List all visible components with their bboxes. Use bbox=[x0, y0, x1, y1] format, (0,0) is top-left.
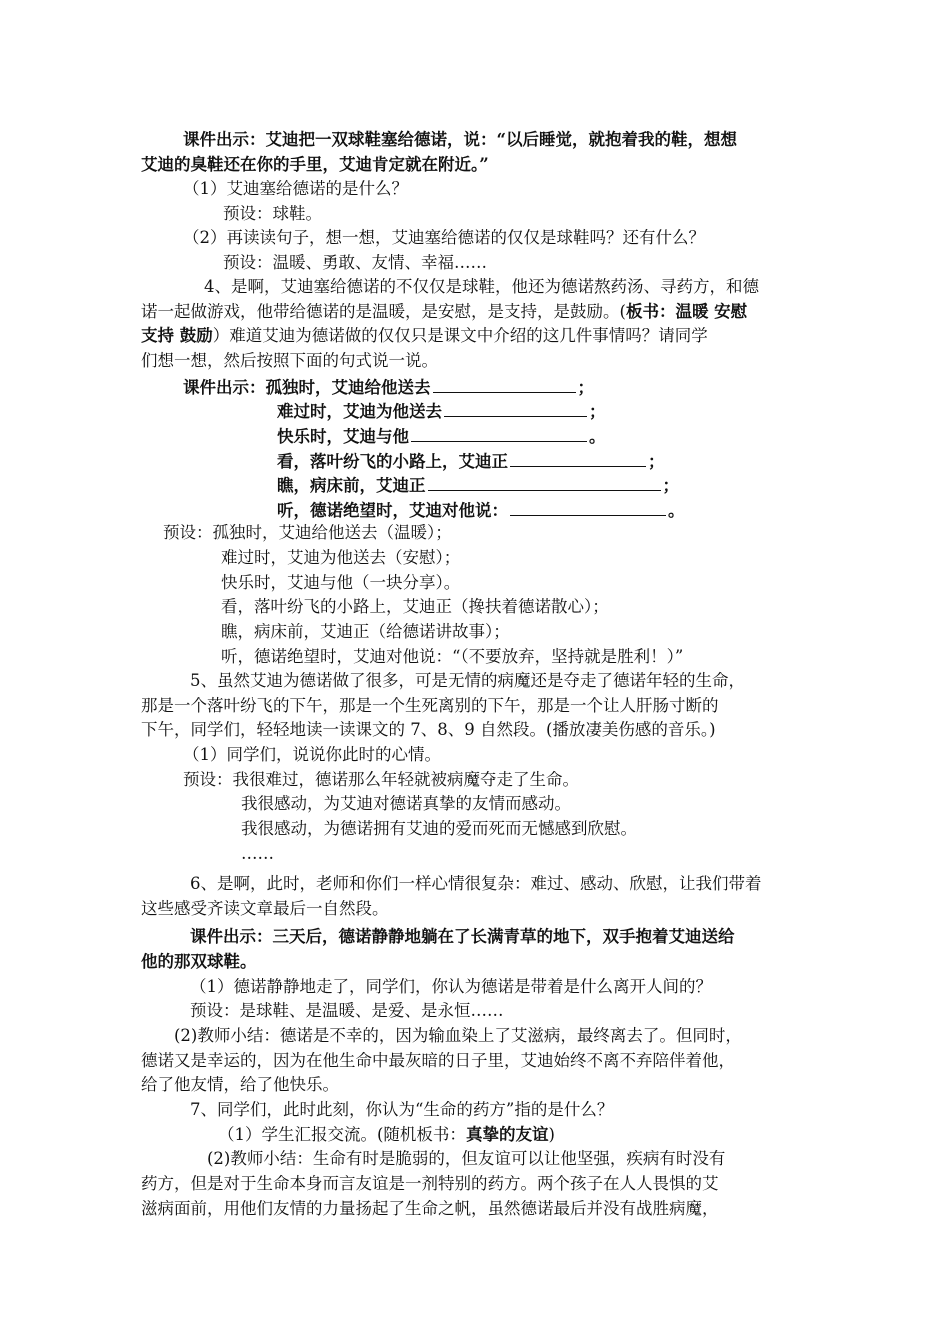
blank-underline bbox=[428, 472, 661, 491]
blank-underline bbox=[510, 448, 646, 467]
board-note: 支持 鼓励 bbox=[141, 326, 213, 345]
text-line: （1）艾迪塞给德诺的是什么？ bbox=[183, 179, 408, 198]
text-line: 瞧，病床前，艾迪正（给德诺讲故事）； bbox=[221, 622, 510, 641]
text-line: 课件出示：三天后，德诺静静地躺在了长满青草的地下，双手抱着艾迪送给 bbox=[190, 927, 735, 946]
text-line: 支持 鼓励）难道艾迪为德诺做的仅仅只是课文中介绍的这几件事情吗？请同学 bbox=[141, 326, 708, 345]
blank-underline bbox=[411, 423, 587, 442]
blank-underline bbox=[510, 497, 666, 516]
text-line: 预设：温暖、勇敢、友情、幸福…… bbox=[223, 253, 487, 272]
text-line: 7、同学们，此时此刻，你认为“生命的药方”指的是什么？ bbox=[190, 1100, 614, 1119]
text-line: 诺一起做游戏，他带给德诺的是温暖，是安慰，是支持，是鼓励。(板书：温暖 安慰 bbox=[141, 302, 748, 321]
fill-blank-line: 难过时，艾迪为他送去 ； bbox=[277, 398, 606, 424]
text-line: 药方，但是对于生命本身而言友谊是一剂特别的药方。两个孩子在人人畏惧的艾 bbox=[141, 1174, 719, 1193]
text-line: （2）再读读句子，想一想，艾迪塞给德诺的仅仅是球鞋吗？还有什么？ bbox=[183, 228, 705, 247]
text-line: …… bbox=[241, 844, 274, 863]
text-line: （1）学生汇报交流。(随机板书：真挚的友谊) bbox=[218, 1125, 555, 1144]
text-line: 预设：孤独时，艾迪给他送去（温暖）； bbox=[163, 523, 452, 542]
fill-blank-line: 快乐时，艾迪与他 。 bbox=[277, 423, 606, 449]
text-line: 那是一个落叶纷飞的下午，那是一个生死离别的下午，那是一个让人肝肠寸断的 bbox=[141, 696, 719, 715]
blank-underline bbox=[433, 374, 576, 393]
board-note: 板书：温暖 安慰 bbox=[625, 302, 748, 321]
text-line: 我很感动，为艾迪对德诺真挚的友情而感动。 bbox=[241, 794, 571, 813]
text-line: 我很感动，为德诺拥有艾迪的爱而死而无憾感到欣慰。 bbox=[241, 819, 637, 838]
text-line: 艾迪的臭鞋还在你的手里，艾迪肯定就在附近。” bbox=[141, 155, 489, 174]
text-line: 预设：球鞋。 bbox=[223, 204, 322, 223]
text-line: (2)教师小结：生命有时是脆弱的，但友谊可以让他坚强，疾病有时没有 bbox=[207, 1149, 726, 1168]
fill-blank-line: 看，落叶纷飞的小路上，艾迪正 ； bbox=[277, 448, 665, 474]
text-line: 课件出示：艾迪把一双球鞋塞给德诺，说：“以后睡觉，就抱着我的鞋，想想 bbox=[183, 130, 737, 149]
text-line: 听，德诺绝望时，艾迪对他说：“（不要放弃，坚持就是胜利！）” bbox=[221, 647, 684, 666]
text-line: 5、虽然艾迪为德诺做了很多，可是无情的病魔还是夺走了德诺年轻的生命， bbox=[190, 671, 745, 690]
text-line: 难过时，艾迪为他送去（安慰）； bbox=[221, 548, 461, 567]
text-line: 预设：我很难过，德诺那么年轻就被病魔夺走了生命。 bbox=[183, 770, 579, 789]
fill-blank-line: 听，德诺绝望时，艾迪对他说： 。 bbox=[277, 497, 685, 523]
text-line: 给了他友情，给了他快乐。 bbox=[141, 1075, 339, 1094]
text-line: 快乐时，艾迪与他（一块分享）。 bbox=[221, 573, 461, 592]
text-line: 德诺又是幸运的，因为在他生命中最灰暗的日子里，艾迪始终不离不弃陪伴着他， bbox=[141, 1051, 735, 1070]
text-line: (2)教师小结：德诺是不幸的，因为输血染上了艾滋病，最终离去了。但同时， bbox=[174, 1026, 742, 1045]
text-line: （1）同学们，说说你此时的心情。 bbox=[183, 745, 441, 764]
text-line: 他的那双球鞋。 bbox=[141, 952, 257, 971]
text-line: 4、是啊，艾迪塞给德诺的不仅仅是球鞋，他还为德诺熬药汤、寻药方，和德 bbox=[204, 277, 759, 296]
text-line: 们想一想，然后按照下面的句式说一说。 bbox=[141, 351, 438, 370]
text-line: 滋病面前，用他们友情的力量扬起了生命之帆，虽然德诺最后并没有战胜病魔， bbox=[141, 1199, 719, 1218]
blank-underline bbox=[444, 398, 587, 417]
text-line: 6、是啊，此时，老师和你们一样心情很复杂：难过、感动、欣慰，让我们带着 bbox=[190, 874, 762, 893]
text-line: 这些感受齐读文章最后一自然段。 bbox=[141, 899, 389, 918]
text-line: 预设：是球鞋、是温暖、是爱、是永恒…… bbox=[190, 1001, 504, 1020]
fill-blank-line: 瞧，病床前，艾迪正 ； bbox=[277, 472, 679, 498]
text-line: 看，落叶纷飞的小路上，艾迪正（搀扶着德诺散心）； bbox=[221, 597, 609, 616]
text-line: 下午，同学们，轻轻地读一读课文的 7、8、9 自然段。(播放凄美伤感的音乐。) bbox=[141, 720, 716, 739]
board-note: 真挚的友谊 bbox=[465, 1125, 549, 1144]
fill-blank-line: 课件出示：孤独时，艾迪给他送去 ； bbox=[183, 374, 594, 400]
text-line: （1）德诺静静地走了，同学们，你认为德诺是带着是什么离开人间的？ bbox=[190, 977, 712, 996]
